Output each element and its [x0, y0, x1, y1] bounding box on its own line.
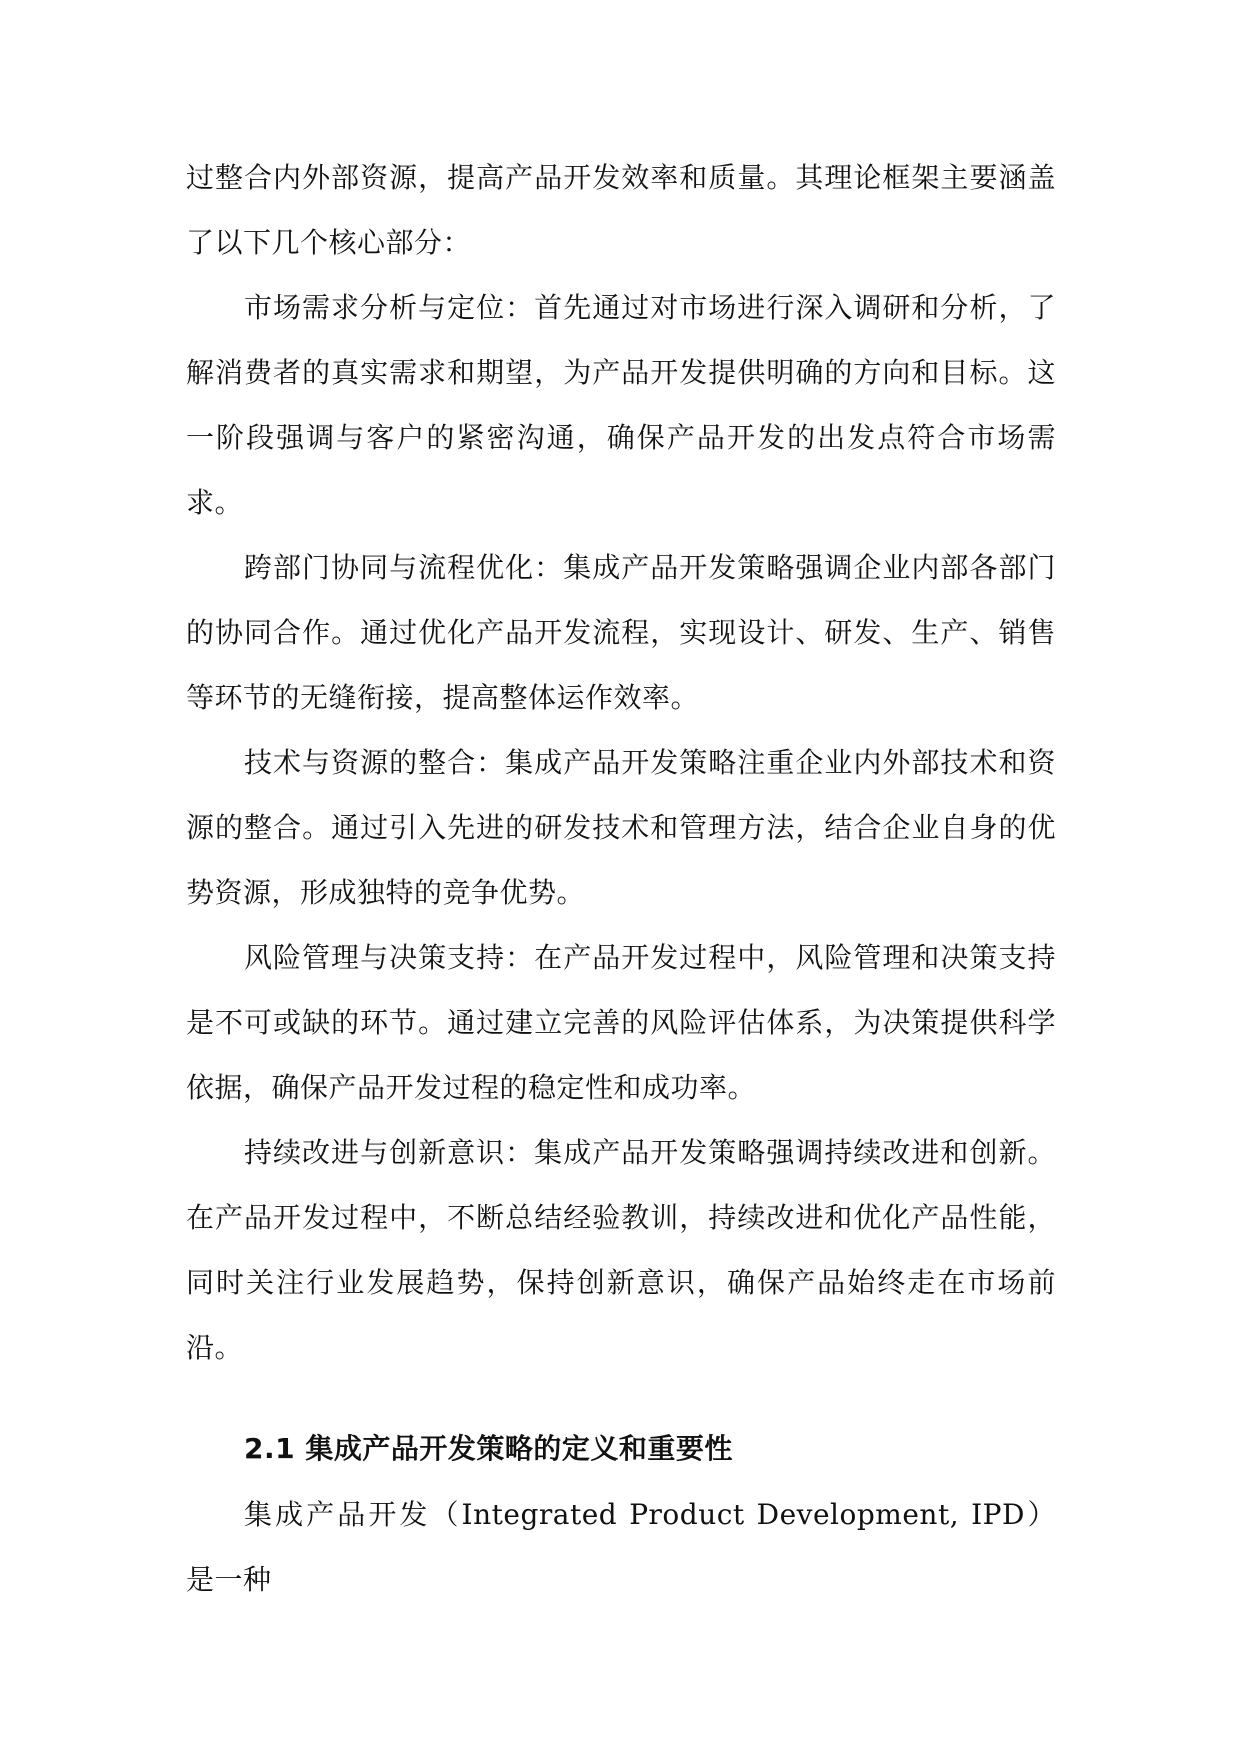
- paragraph-risk-management: 风险管理与决策支持：在产品开发过程中，风险管理和决策支持是不可或缺的环节。通过建立完善的风险评估体系，为决策提供科学依据，确保产品开发过程的稳定性和成功率。: [186, 941, 1056, 1104]
- page-content: [186, 145, 1056, 1612]
- paragraph-intro-continuation: 过整合内外部资源，提高产品开发效率和质量。其理论框架主要涵盖了以下几个核心部分：: [186, 161, 1056, 259]
- section-heading: 2.1 集成产品开发策略的定义和重要性: [244, 1432, 733, 1465]
- paragraph-continuous-improvement: 持续改进与创新意识：集成产品开发策略强调持续改进和创新。在产品开发过程中，不断总结经验教训，持续改进和优化产品性能，同时关注行业发展趋势，保持创新意识，确保产品始终走在市场前沿。: [186, 1136, 1056, 1364]
- paragraph-cross-department: 跨部门协同与流程优化：集成产品开发策略强调企业内部各部门的协同合作。通过优化产品开发流程，实现设计、研发、生产、销售等环节的无缝衔接，提高整体运作效率。: [186, 551, 1056, 714]
- paragraph-market-analysis: 市场需求分析与定位：首先通过对市场进行深入调研和分析，了解消费者的真实需求和期望，为产品开发提供明确的方向和目标。这一阶段强调与客户的紧密沟通，确保产品开发的出发点符合市场需求。: [186, 291, 1056, 519]
- paragraph-ipd-definition: 集成产品开发（Integrated Product Development, IPD）是一种: [186, 1498, 1056, 1596]
- paragraph-technology-resources: 技术与资源的整合：集成产品开发策略注重企业内外部技术和资源的整合。通过引入先进的研发技术和管理方法，结合企业自身的优势资源，形成独特的竞争优势。: [186, 746, 1056, 909]
